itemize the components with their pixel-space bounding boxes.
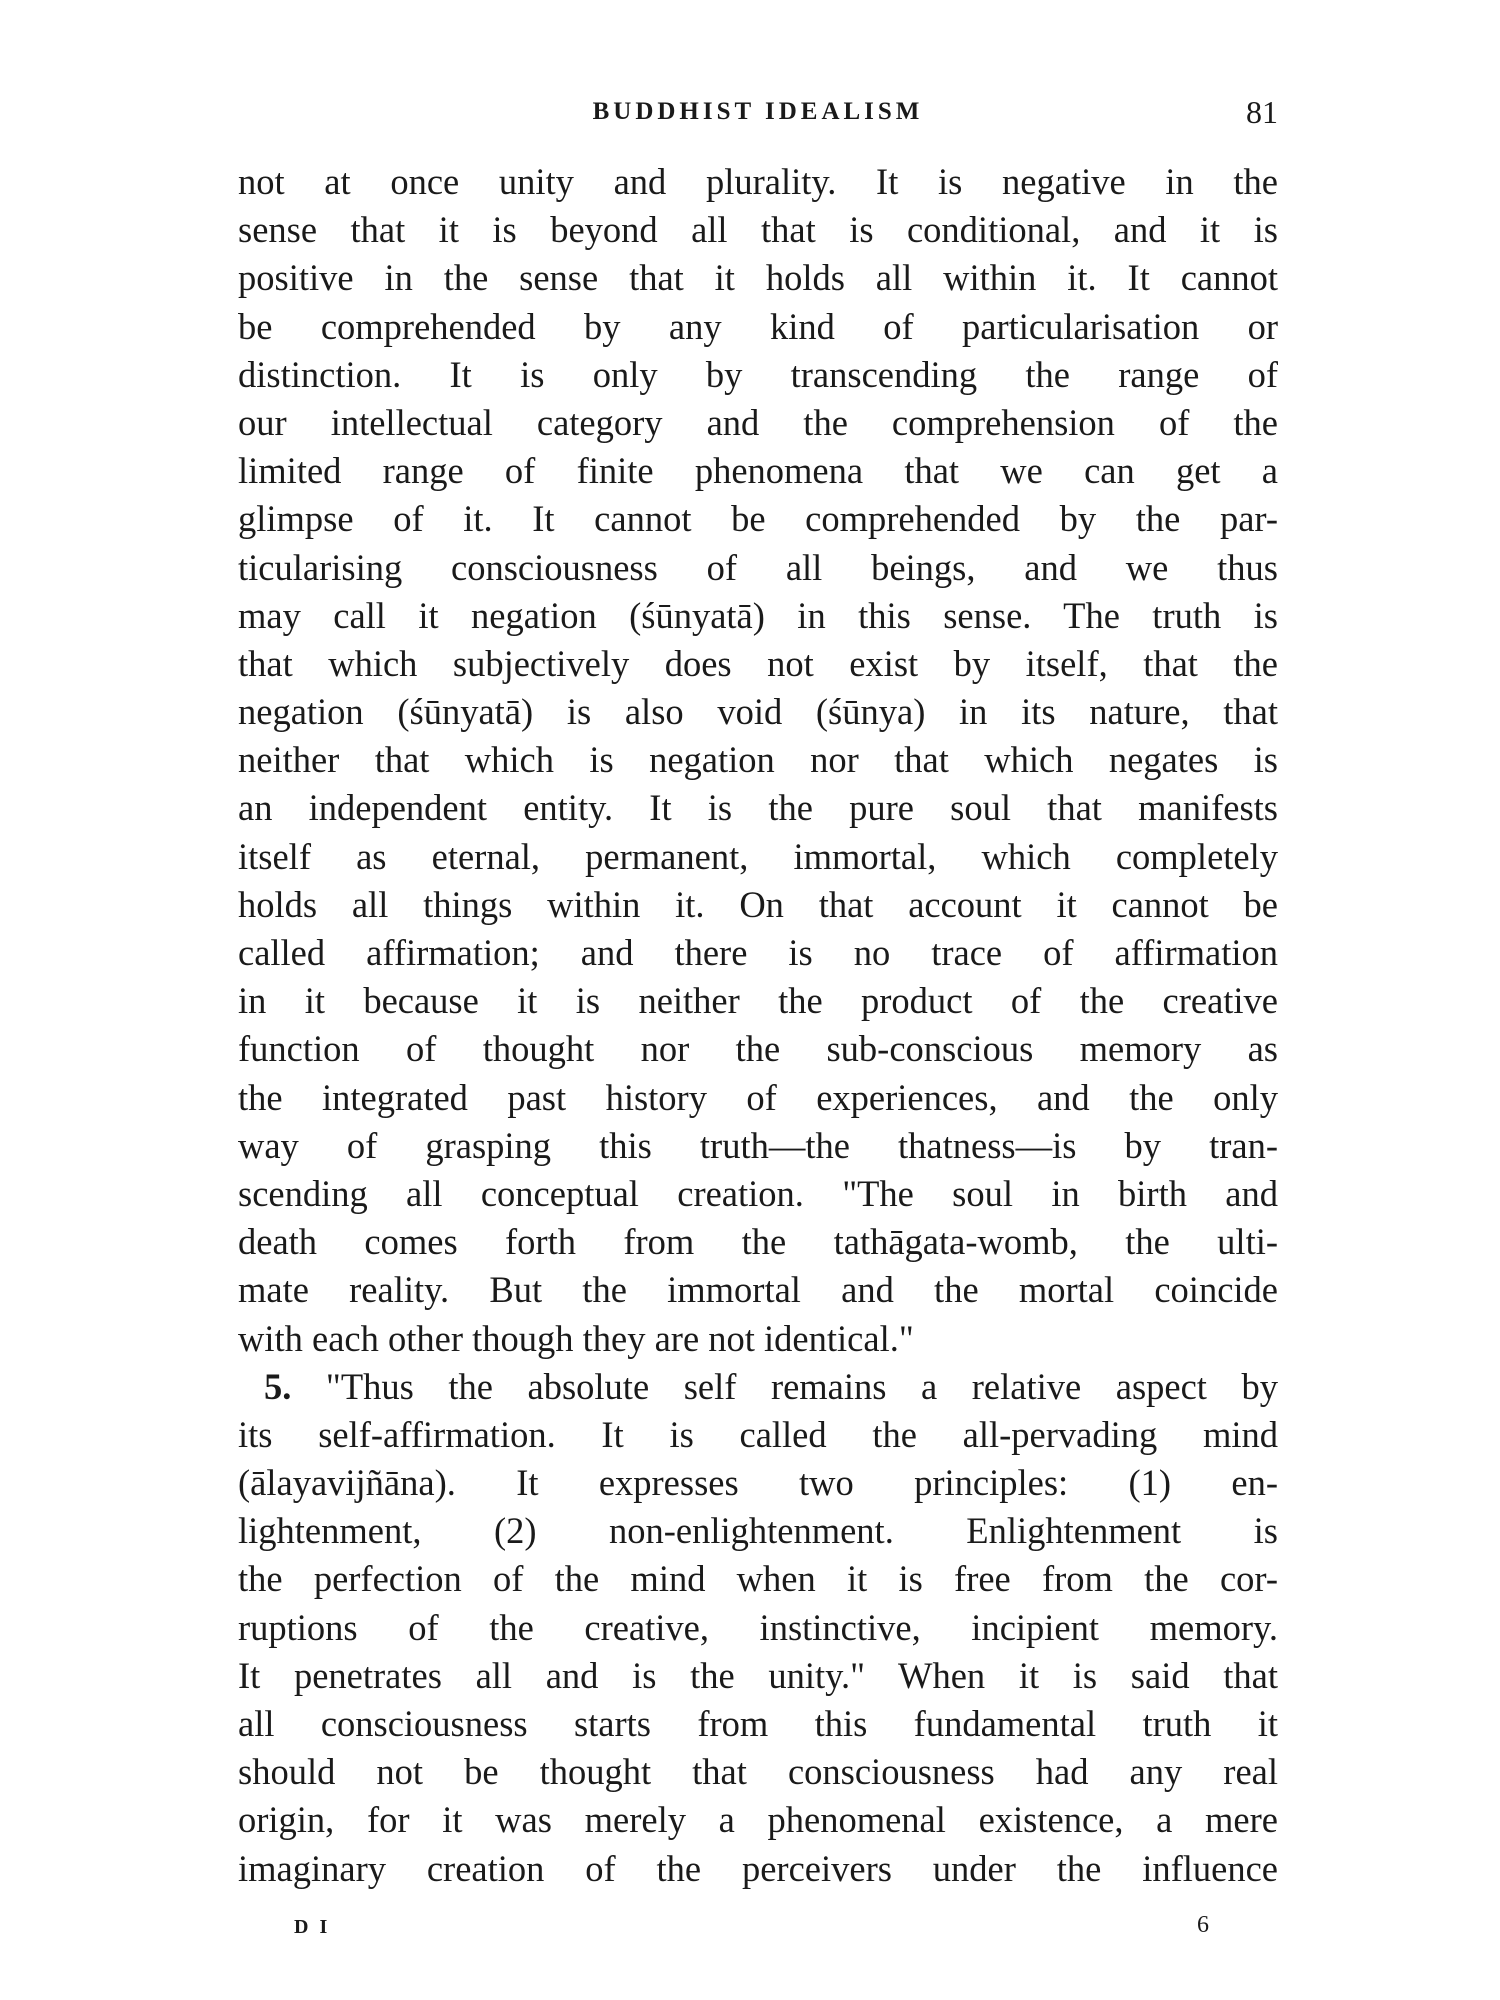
text-line: that which subjectively does not exist by itself, that the [238,642,1278,684]
text-line: function of thought nor the sub-conscious memory as [238,1028,1278,1070]
text-line: ticularising consciousness of all beings, and we thus [238,546,1278,588]
text-line: origin, for it was merely a phenomenal existence, a mere [238,1799,1278,1841]
text-line: It penetrates all and is the unity." When it is said that [238,1654,1278,1696]
text-line: sense that it is beyond all that is conditional, and it is [238,209,1278,251]
text-line: "Thus the absolute self remains a relative aspect by [325,1365,1278,1407]
text-line: death comes forth from the tathāgata-womb, the ulti- [238,1221,1278,1263]
text-line: (ālayavijñāna). It expresses two principles: (1) en- [238,1462,1278,1504]
text-line: its self-affirmation. It is called the all-pervading mind [238,1413,1278,1455]
text-line: holds all things within it. On that account it cannot be [238,883,1278,925]
signature-number: 6 [1197,1912,1209,1938]
text-line: scending all conceptual creation. "The soul in birth and [238,1172,1278,1214]
text-line: all consciousness starts from this fundamental truth it [238,1703,1278,1744]
text-line: be comprehended by any kind of particularisation or [238,305,1278,347]
text-line: negation (śūnyatā) is also void (śūnya) in its nature, that [238,691,1278,733]
text-line: the integrated past history of experiences, and the only [238,1076,1278,1118]
text-line: glimpse of it. It cannot be comprehended by the par- [238,498,1278,540]
text-line: an independent entity. It is the pure soul that manifests [238,787,1278,829]
paragraph-5-first-line [238,1363,1278,1411]
text-line: imaginary creation of the perceivers under the influence [238,1847,1278,1889]
text-line: positive in the sense that it holds all within it. It cannot [238,257,1278,299]
body-text [238,158,1278,1893]
signature-mark: D I [294,1916,331,1938]
paragraph-number: 5. [264,1365,292,1407]
text-line: mate reality. But the immortal and the mortal coincide [238,1269,1278,1311]
text-line: distinction. It is only by transcending the range of [238,353,1278,395]
text-line: with each other though they are not identical." [238,1317,914,1359]
running-title: BUDDHIST IDEALISM [592,98,924,125]
text-line: our intellectual category and the comprehension of the [238,401,1278,443]
text-line: way of grasping this truth—the thatness—is by tran- [238,1124,1278,1166]
text-line: may call it negation (śūnyatā) in this sense. The truth is [238,594,1278,636]
text-line: should not be thought that consciousness had any real [238,1751,1278,1793]
text-line: not at once unity and plurality. It is negative in the [238,161,1278,202]
text-line: itself as eternal, permanent, immortal, which completely [238,835,1278,877]
text-line: in it because it is neither the product of the creative [238,980,1278,1022]
text-line: limited range of finite phenomena that we can get a [238,450,1278,492]
text-line: ruptions of the creative, instinctive, incipient memory. [238,1606,1278,1648]
page-number: 81 [1246,94,1278,130]
text-line: neither that which is negation nor that which negates is [238,739,1278,781]
text-line: the perfection of the mind when it is free from the cor- [238,1558,1278,1600]
text-line: lightenment, (2) non-enlightenment. Enlightenment is [238,1510,1278,1552]
running-head [238,94,1278,138]
text-line: called affirmation; and there is no trace of affirmation [238,932,1278,973]
